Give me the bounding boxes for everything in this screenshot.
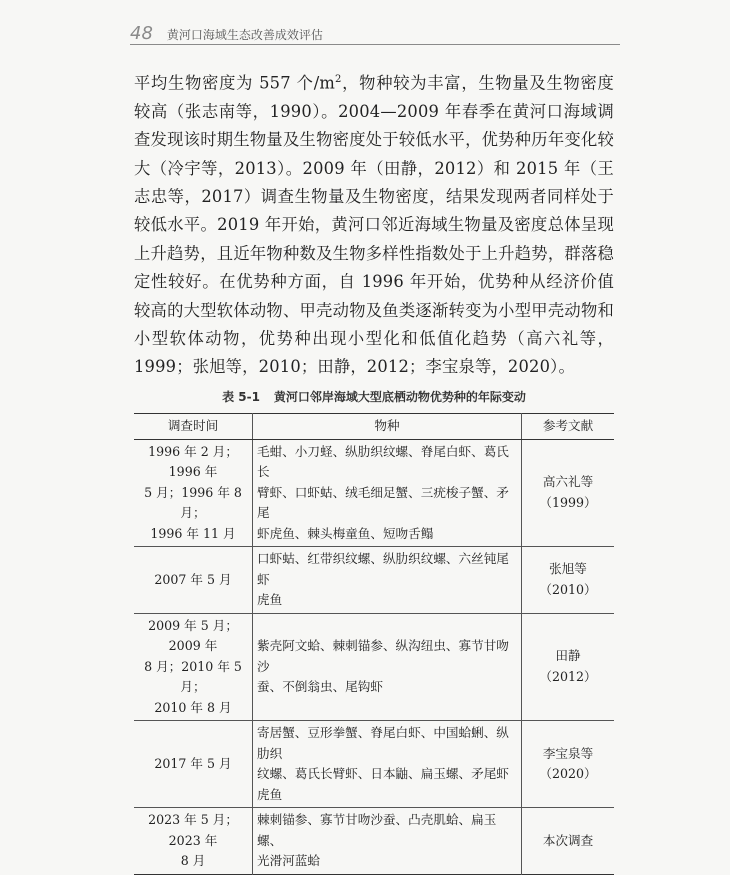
survey-date-cell	[134, 547, 253, 614]
reference-cell	[522, 613, 615, 721]
survey-date-cell-line: 1996 年 11 月	[150, 525, 236, 541]
species-cell	[253, 439, 522, 547]
reference-cell	[522, 547, 615, 614]
paragraph-text-start: 平均生物密度为 557 个/m	[134, 73, 336, 93]
reference-cell-line: （1999）	[539, 494, 597, 510]
running-header	[130, 22, 620, 45]
superscript: 2	[335, 74, 342, 85]
body-paragraph	[134, 66, 614, 382]
reference-cell-line: 本次调查	[542, 832, 594, 848]
reference-cell-line: 高六礼等	[542, 474, 594, 490]
reference-cell	[522, 439, 615, 547]
page-number: 48	[130, 23, 153, 44]
species-cell	[253, 808, 522, 875]
species-table	[134, 413, 614, 875]
survey-date-cell-line: 2010 年 8 月	[154, 699, 232, 715]
species-cell	[253, 547, 522, 614]
species-cell-line: 虎鱼	[257, 592, 283, 607]
survey-date-cell-line: 2009 年 5 月；2009 年	[148, 617, 238, 653]
column-header-date: 调查时间	[134, 414, 253, 440]
paragraph-text-rest: ，物种较为丰富，生物量及生物密度较高（张志南等，1990）。2004—2009 年春季在黄河口海域调查发现该时期生物量及生物密度处于较低水平，优势种历年变化较大（冷宇等，2013）。2009 年（田静，2012）和 2015 年（王志忠等，2017）调查生物量及生物密度，结果发现两者同样处于较低水平。2019 年开始，黄河口邻近海域生物量及密度总体呈现上升趋势，且近年物种数及生物多样性指数处于上升趋势，群落稳定性较好。在优势种方面，自 1996 年开始，优势种从经济价值较高的大型软体动物、甲壳动物及鱼类逐渐转变为小型甲壳动物和小型软体动物，优势种出现小型化和低值化趋势（高六礼等，1999；张旭等，2010；田静，2012；李宝泉等，2020）。	[134, 73, 615, 377]
reference-cell	[522, 721, 615, 808]
species-cell-line: 毛蚶、小刀蛏、纵肋织纹螺、脊尾白虾、葛氏长	[257, 443, 509, 479]
species-cell-line: 寄居蟹、豆形拳蟹、脊尾白虾、中国蛤蜊、纵肋织	[257, 725, 509, 761]
survey-date-cell-line: 5 月；1996 年 8 月；	[144, 484, 242, 520]
survey-date-cell-line: 2017 年 5 月	[154, 755, 232, 771]
species-cell-line: 蚕、不倒翁虫、尾钩虾	[257, 679, 383, 694]
species-cell-line: 紫壳阿文蛤、棘刺锚参、纵沟纽虫、寡节甘吻沙	[257, 638, 509, 674]
survey-date-cell-line: 1996 年 2 月；1996 年	[148, 443, 238, 479]
survey-date-cell-line: 8 月	[180, 853, 206, 868]
survey-date-cell-line: 2007 年 5 月	[154, 571, 232, 587]
survey-date-cell-line: 2023 年 5 月；2023 年	[148, 812, 238, 848]
species-cell-line: 臂虾、口虾蛄、绒毛细足蟹、三疣梭子蟹、矛尾	[257, 484, 509, 520]
species-cell-line: 口虾蛄、红带织纹螺、纵肋织纹螺、六丝钝尾虾	[257, 551, 509, 587]
species-cell-line: 光滑河蓝蛤	[257, 853, 320, 868]
table-row	[134, 808, 614, 875]
survey-date-cell	[134, 808, 253, 875]
reference-cell	[522, 808, 615, 875]
species-cell	[253, 613, 522, 721]
table-caption-title: 黄河口邻岸海域大型底栖动物优势种的年际变动	[273, 390, 526, 404]
survey-date-cell-line: 8 月；2010 年 5 月；	[144, 658, 242, 694]
survey-date-cell	[134, 439, 253, 547]
reference-cell-line: （2020）	[539, 766, 597, 781]
column-header-reference: 参考文献	[522, 414, 615, 440]
species-cell-line: 纹螺、葛氏长臂虾、日本鼬、扁玉螺、矛尾虾虎鱼	[257, 766, 509, 802]
table-row	[134, 613, 614, 721]
reference-cell-line: 张旭等	[549, 561, 587, 577]
reference-cell-line: （2010）	[539, 581, 597, 597]
table-caption-number: 表 5-1	[222, 390, 260, 404]
species-cell-line: 棘刺锚参、寡节甘吻沙蚕、凸壳肌蛤、扁玉螺、	[257, 812, 497, 848]
reference-cell-line: 李宝泉等	[542, 745, 594, 761]
survey-date-cell	[134, 721, 253, 808]
species-cell	[253, 721, 522, 808]
survey-date-cell	[134, 613, 253, 721]
table-body	[134, 439, 614, 874]
reference-cell-line: （2012）	[539, 668, 597, 684]
table-caption	[134, 388, 614, 405]
table-header-row	[134, 414, 614, 440]
species-cell-line: 虾虎鱼、棘头梅童鱼、短吻舌鳎	[257, 525, 434, 541]
running-title: 黄河口海域生态改善成效评估	[166, 28, 323, 42]
table-row	[134, 547, 614, 614]
reference-cell-line: 田静	[555, 648, 581, 664]
table-row	[134, 721, 614, 808]
table-row	[134, 439, 614, 547]
column-header-species: 物种	[253, 414, 522, 440]
